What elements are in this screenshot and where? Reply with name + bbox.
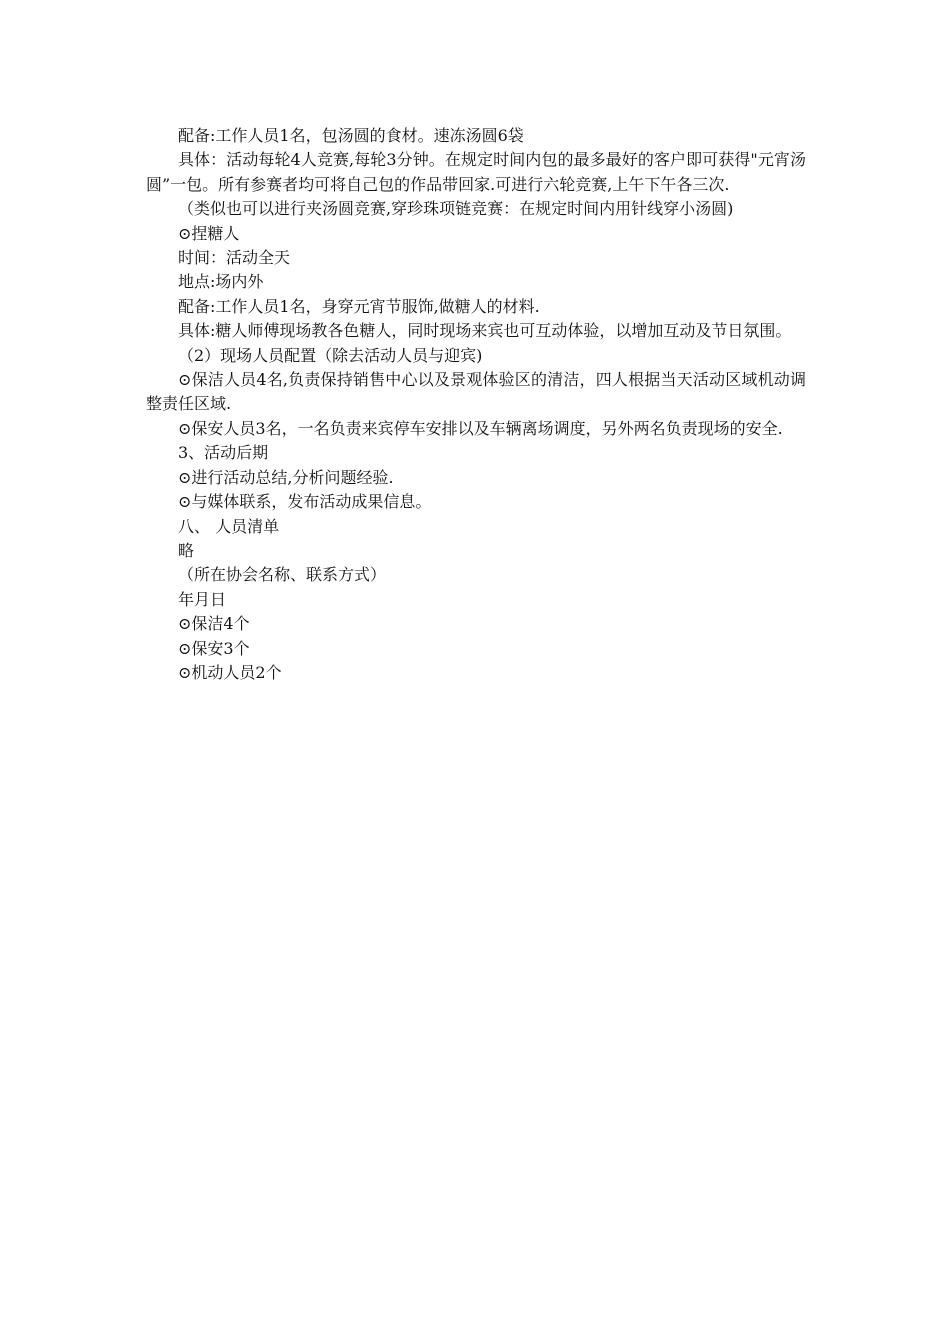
paragraph-association-contact: （所在协会名称、联系方式） — [178, 565, 387, 585]
paragraph-summary: ⊙进行活动总结,分析问题经验. — [178, 467, 394, 487]
paragraph-media: ⊙与媒体联系，发布活动成果信息。 — [178, 492, 432, 512]
paragraph-sugar-figure-heading: ⊙捏糖人 — [178, 223, 240, 243]
paragraph-staff-list-heading: 八、 人员清单 — [178, 516, 280, 536]
list-item-cleaning: ⊙保洁4个 — [178, 614, 250, 634]
paragraph-equipment-1: 配备:工作人员1名，包汤圆的食材。速冻汤圆6袋 — [178, 126, 524, 145]
paragraph-details-2: 具体:糖人师傅现场教各色糖人，同时现场来宾也可互动体验，以增加互动及节日氛围。 — [178, 321, 792, 341]
paragraph-post-event-heading: 3、活动后期 — [178, 443, 269, 463]
paragraph-details-1: 具体：活动每轮4人竞赛,每轮3分钟。在规定时间内包的最多最好的客户即可获得"元宵汤圆”一包。所有参赛者均可将自己包的作品带回家.可进行六轮竞赛,上午下午各三次. — [146, 150, 806, 194]
paragraph-omitted: 略 — [178, 540, 195, 560]
document-body — [146, 124, 806, 685]
paragraph-cleaning-staff: ⊙保洁人员4名,负责保持销售中心以及景观体验区的清洁，四人根据当天活动区域机动调整责任区域. — [146, 370, 806, 414]
paragraph-equipment-2: 配备:工作人员1名，身穿元宵节服饰,做糖人的材料. — [178, 296, 540, 316]
list-item-mobile-staff: ⊙机动人员2个 — [178, 662, 282, 682]
paragraph-location: 地点:场内外 — [178, 272, 264, 292]
list-item-security: ⊙保安3个 — [178, 638, 250, 658]
paragraph-date: 年月日 — [178, 589, 227, 609]
paragraph-staff-config-heading: （2）现场人员配置（除去活动人员与迎宾) — [178, 345, 483, 365]
paragraph-note: （类似也可以进行夹汤圆竞赛,穿珍珠项链竞赛：在规定时间内用针线穿小汤圆) — [178, 199, 734, 219]
paragraph-time: 时间：活动全天 — [178, 248, 291, 268]
paragraph-security-staff: ⊙保安人员3名，一名负责来宾停车安排以及车辆离场调度，另外两名负责现场的安全. — [178, 418, 783, 438]
